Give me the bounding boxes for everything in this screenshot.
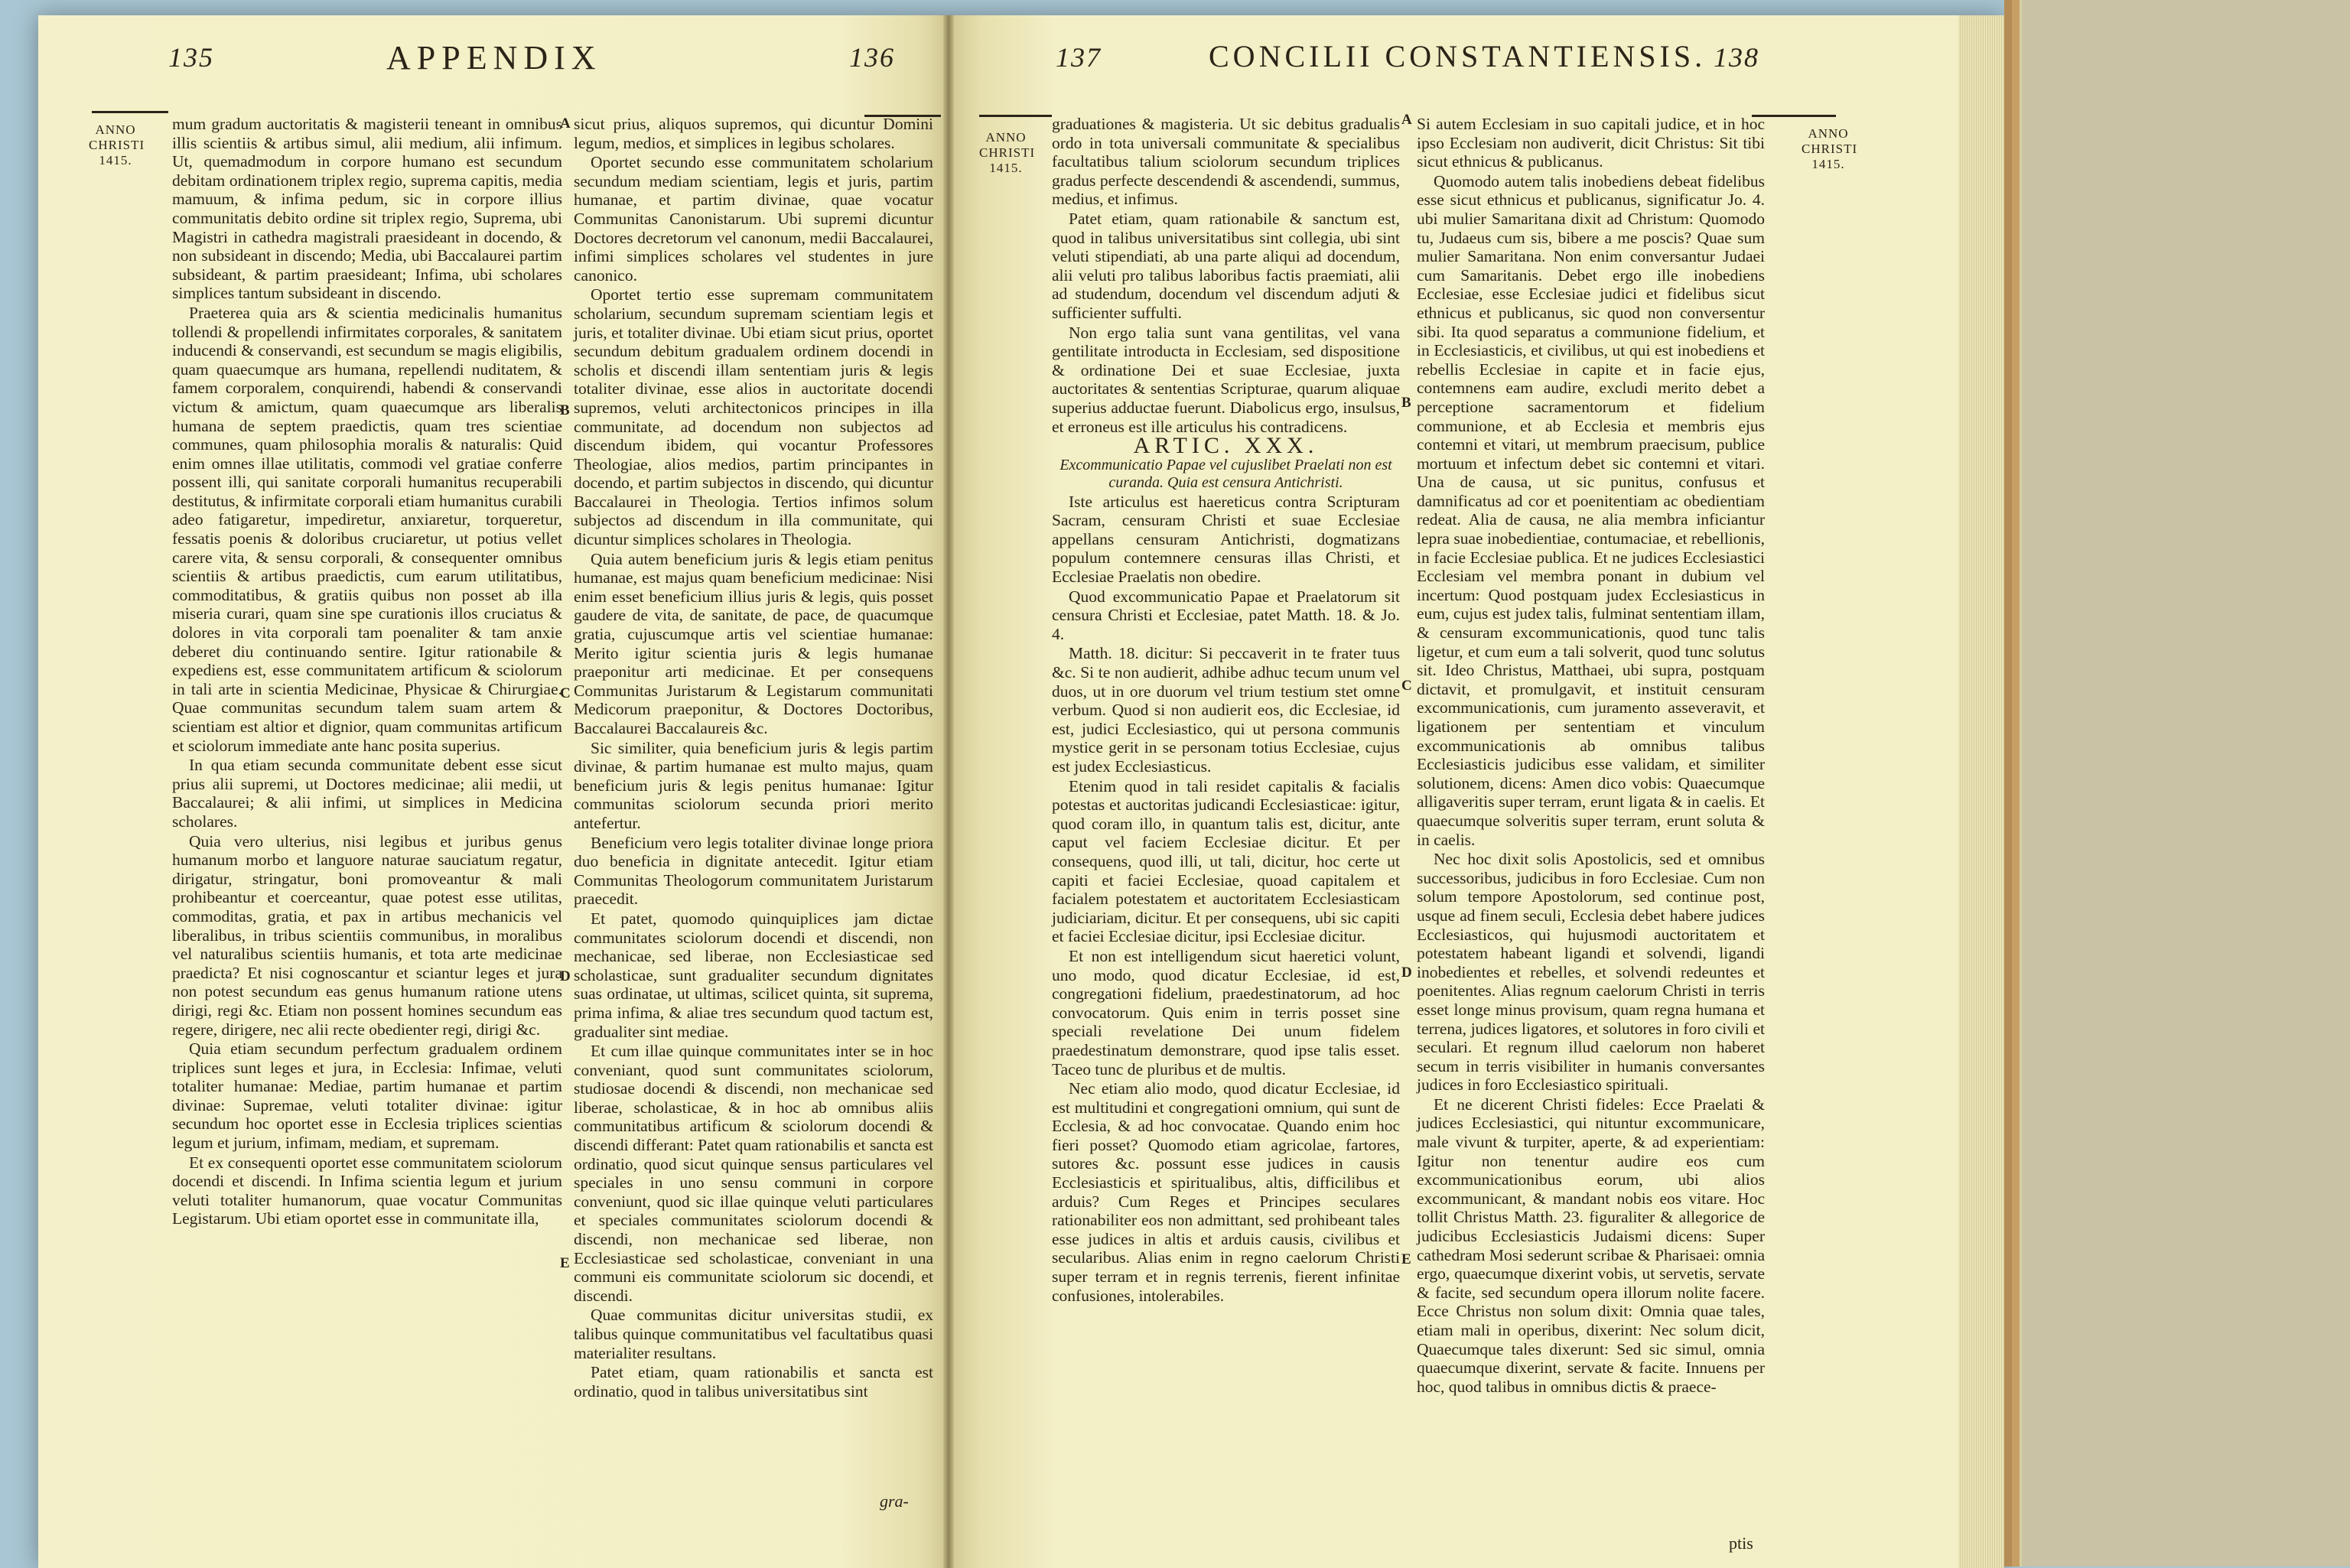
paragraph: Beneficium vero legis totaliter divinae longe priora duo beneficia in dignitate antecedit. Igitur etiam Communitas Theologorum communitatem Juristarum praecedit.: [574, 833, 933, 909]
paragraph: Non ergo talia sunt vana gentilitas, vel vana gentilitate introducta in Ecclesiam, sed dispositione & ordinatione Dei et suae Ecclesiae, juxta auctoritates & sententias Scripturae, quarum aliquae superius adductae fuerunt. Diabolicus ergo, insulsus, et erroneus est ille articulus his contradicens.: [1052, 323, 1400, 436]
margin-note-anno-christi: ANNO CHRISTI 1415.: [89, 122, 145, 168]
article-title: ARTIC. XXX.: [1133, 433, 1319, 459]
paragraph: Praeterea quia ars & scientia medicinalis humanitus tollendi & propellendi infirmitates corporales, & sanitatem inducendi & conservandi, est secundum se magis eligibilis, quam quaecumque ars humana, repellendi nuditatem, & famem corporalem, conquirendi, habendi & conservandi victum & amictum, quam quaecumque ars liberalis humana de septem praedictis, quam tres scientiae communes, quam philosophia moralis & naturalis: Quid enim omnes illae utilitatis, commodi vel gratiae conferre possent illi, qui sanitate corporali humanitus recuperabili destitutus, & infirmitate corporali etiam humanitus curabili adeo fatigaretur, impediretur, anxiaretur, torqueretur, fessatis poenis & doloribus cruciaretur, ut potius vellet carere vita, & sensu corporali, & consequenter omnibus scientiis & artibus praedictis, cum earum utilitatibus, commoditatibus, & gratiis quibus non posset ab illa miseria curari, quam sine spe curationis illos cruciatus & dolores in vita corporali tam poenaliter & tam anxie deberet diu continuando sentire. Igitur rationabile & expediens est, esse communitatem artificum & sciolorum in tali arte in scientia Medicinae, Physicae & Chirurgiae. Quae communitas secundum talem suam artem & scientiam est altior et dignior, quam communitas artificum et sciolorum immediate ante hanc posita superius.: [172, 303, 562, 755]
paragraph: Et non est intelligendum sicut haeretici volunt, uno modo, quod dicatur Ecclesiae, id est, congregationi fidelium, praedestinatorum, ad hoc convocatorum. Quis enim in terris posset sine speciali revelatione Dei unum fidelem praedestinatum demonstrare, quod ipse talis esset. Taceo tunc de pluribus et de multis.: [1052, 946, 1400, 1078]
paragraph: Nec hoc dixit solis Apostolicis, sed et omnibus successoribus, judicibus in foro Ecclesiae. Cum non solum tempore Apostolorum, sed continue post, usque ad finem seculi, Ecclesia debet habere judices Ecclesiasticos, qui hujusmodi auctoritatem et potestatem habeant ligandi et solvendi, ligandi inobedientes et rebelles, et solvendi redeuntes et poenitentes. Alias regnum caelorum Christi in terris esset longe minus provisum, quam regna humana et terrena, judices ligatores, et solutores in foro civili et seculari. Et regnum illud caelorum non haberet secum in terris visibiliter in humanis conversantes judices in foro Ecclesiastico spirituali.: [1417, 850, 1765, 1095]
paragraph: Sic similiter, quia beneficium juris & legis partim divinae, & partim humanae est multo majus, quam beneficium juris & legis penitus humanae: Igitur communitas sciolorum secunda priori merito antefertur.: [574, 738, 933, 832]
paragraph: Etenim quod in tali residet capitalis & facialis potestas et auctoritas judicandi Ecclesiasticae: igitur, quod coram illo, in quantum talis est, dicitur, ante caput vel faciem Ecclesiae dicitur. Et per consequens, quod illi, ut tali, dicitur, hoc certe ut capiti et faciei Ecclesiae, quoad capitalem et facialem potestatem et auctoritatem Ecclesiasticam judiciariam, dicitur. Et per consequens, ubi sic capiti et faciei Ecclesiae dicitur, ipsi Ecclesiae dicitur.: [1052, 776, 1400, 946]
left-page-column-2: [574, 115, 933, 1401]
paragraph: mum gradum auctoritatis & magisterii teneant in omnibus illis scientiis & artibus simul, alii medium, alii infimum. Ut, quemadmodum in corpore humano est secundum debitam ordinationem triplex regio, suprema capitis, media mamuum, & infima pedum, sic in corpore illius communitatis debito ordine sit triplex regio, Suprema, ubi Magistri in cathedra magistrali praesideant in docendo, & non subsideant in discendo; Media, ubi Baccalaurei partim subsideant, & partim praesideant; Infima, ubi scholares simplices tantum subsideant in discendo.: [172, 115, 562, 303]
paragraph: Quia autem beneficium juris & legis etiam penitus humanae, est majus quam beneficium medicinae: Nisi enim esset beneficium illius juris & legis, quis posset gaudere de vita, de sanitate, de pace, de quacumque gratia, cujuscumque artis vel scientiae humanae: Merito igitur scientia juris & legis humanae praeponitur arti medicinae. Et per consequens Communitas Juristarum & Legistarum communitati Medicorum praeponitur, & Doctores Doctoribus, Baccalaurei Baccalaureis &c.: [574, 549, 933, 737]
book-gutter: [943, 15, 954, 1568]
paragraph: Quia etiam secundum perfectum gradualem ordinem triplices sunt leges et jura, in Ecclesia: Infimae, veluti totaliter humanae: Mediae, partim humanae et partim divinae: Supremae, veluti totaliter divinae: igitur secundum hoc oportet esse in Ecclesia triplices scientias legum et jurium, infimam, mediam, et supremam.: [172, 1039, 562, 1153]
paragraph: graduationes & magisteria. Ut sic debitus gradualis ordo in tota universali communitate & specialibus facultatibus talium sciolorum secundum triplices gradus perfecte descendendi & ascendendi, summus, medius, et infimus.: [1052, 115, 1400, 209]
paragraph: sicut prius, aliquos supremos, qui dicuntur Domini legum, medios, et simplices in legibus scholares.: [574, 115, 933, 152]
paragraph: Nec etiam alio modo, quod dicatur Ecclesiae, id est multitudini et congregationi omnium, qui sunt de Ecclesia, & ad hoc convocatae. Quando enim hoc fieri posset? Quomodo etiam agricolae, fartores, sutores &c. possunt esse judices in causis Ecclesiasticis et spiritualibus, altis, difficilibus et arduis? Cum Reges et Principes seculares rationabiliter eos non admittant, sed prohibeant tales esse judices in altis et arduis causis, civilibus et secularibus. Alias enim in regno caelorum Christi super terram et in regnis terrenis, fierent infinitae confusiones, intolerabiles.: [1052, 1079, 1400, 1305]
margin-note-anno-christi-left: ANNO CHRISTI 1415.: [979, 130, 1036, 175]
book-spread: [38, 15, 2004, 1568]
paragraph: Et patet, quomodo quinquiplices jam dictae communitates sciolorum docendi et discendi, non mechanicae, sed liberae, non Ecclesiasticae sed scholasticae, sunt gradualiter secundum dignitates suas ordinatae, ut ultimas, scilicet quinta, sit suprema, prima infima, & aliae tres secundum quod tactum est, gradualiter sint mediae.: [574, 909, 933, 1041]
paragraph: In qua etiam secunda communitate debent esse sicut prius alii supremi, ut Doctores medicinae; alii medii, ut Baccalaurei; & alii infimi, ut simplices in Medicina scholares.: [172, 756, 562, 831]
paragraph: Et ne dicerent Christi fideles: Ecce Praelati & judices Ecclesiastici, qui nituntur excommunicare, male vivunt & turpiter, aperte, & ad experientiam: Igitur non tenentur audire eos cum excommunicationibus eorum, ubi alios excommunicant, & mandant nobis eos vitare. Hoc tollit Christus Matth. 23. figuraliter & allegorice de judicibus Ecclesiasticis Judaismi dicens: Super cathedram Mosi sederunt scribae & Pharisaei: omnia ergo, quaecumque dixerint vobis, ut servetis, servate & facite, sed secundum opera illorum nolite facere. Ecce Christus non solum dixit: Omnia quae tales, etiam mali in operibus, dixerint: Nec solum dicit, Quaecumque tales dixerunt: Sed sic simul, omnia quaecumque dixerint, servate & facite. Innuens per hoc, quod talibus in omnibus dictis & praece-: [1417, 1095, 1765, 1396]
paragraph: Et ex consequenti oportet esse communitatem sciolorum docendi et discendi. In Infima scientia legum et jurium veluti totaliter humanorum, quae vocatur Communitas Legistarum. Ubi etiam oportet esse in communitate illa,: [172, 1153, 562, 1228]
running-head-concilii: CONCILII CONSTANTIENSIS.: [1209, 39, 1707, 73]
page-number-137: 137: [1056, 42, 1102, 73]
section-letter-b: B: [560, 402, 570, 418]
right-page-column-1: [1052, 115, 1400, 1306]
article-subtitle: Excommunicatio Papae vel cujuslibet Praelati non est curanda. Quia est censura Antichristi.: [1059, 456, 1392, 491]
paragraph: Oportet secundo esse communitatem scholarium secundum mediam scientiam, legis et juris, partim humanae, et partim divinae, quae vocatur Communitas Canonistarum. Ubi supremi dicuntur Doctores decretorum vel canonum, medii Baccalaurei, infimi simplices scholares vel studentes in jure canonico.: [574, 153, 933, 285]
left-page-header: [38, 38, 949, 84]
paragraph: Et cum illae quinque communitates inter se in hoc conveniant, quod sunt communitates sciolorum, studiosae docendi & discendi, non mechanicae sed liberae, scholasticae, & in hoc ab omnibus aliis communitatibus artificum & sciolorum docendi & discendi differant: Patet quam rationabilis et sancta est ordinatio, quod sicut quinque sensus particulares vel speciales in uno sensu communi in corpore conveniunt, quod sic illae quinque veluti particulares et speciales communitates sciolorum docendi & discendi, non mechanicae sed liberae, non Ecclesiasticae sed scholasticae, conveniant in una communi eis communitate sciolorum sic docendi, et discendi.: [574, 1042, 933, 1305]
paragraph: Si autem Ecclesiam in suo capitali judice, et in hoc ipso Ecclesiam non audiverit, dicit Christus: Sit tibi sicut ethnicus & publicanus.: [1417, 115, 1765, 171]
left-margin-rule: [92, 111, 168, 113]
page-number-138: 138: [1714, 42, 1759, 73]
section-letter-d: D: [1401, 965, 1412, 981]
paragraph: Patet etiam, quam rationabilis et sancta est ordinatio, quod in talibus universitatibus sint: [574, 1363, 933, 1400]
right-page-column-2: [1417, 115, 1765, 1397]
paragraph: Quod excommunicatio Papae et Praelatorum sit censura Christi et Ecclesiae, patet Matth. 18. & Jo. 4.: [1052, 587, 1400, 643]
right-page: [949, 15, 2004, 1568]
paragraph: Iste articulus est haereticus contra Scripturam Sacram, censuram Christi et suae Ecclesiae appellans censuram Antichristi, dogmatizans populum contemnere censuras illas Christi, et Ecclesiae Praelatis non obedire.: [1052, 492, 1400, 587]
catchword: ptis: [1729, 1534, 1753, 1553]
page-number-135: 135: [168, 42, 214, 73]
book-cover-edge: [2004, 0, 2350, 1566]
section-letter-a: A: [1401, 112, 1412, 128]
left-margin-rule: [979, 115, 1052, 117]
page-edges: [1958, 15, 2004, 1568]
paragraph: Patet etiam, quam rationabile & sanctum est, quod in talibus universitatibus sint collegia, ubi sint veluti stipendiati, ab una parte aliqui ad docendum, alii veluti pro talibus laboribus factis praemiati, alii ad studendum, docendum vel discendum adjuti & sufficienter suffulti.: [1052, 209, 1400, 322]
left-page: [38, 15, 949, 1568]
right-page-header: [949, 38, 2004, 84]
paragraph: Oportet tertio esse supremam communitatem scholarium, secundum supremam scientiam legis et juris, et totaliter divinae. Ubi etiam sicut prius, oportet secundum debitum gradualem ordinem docendi in scholis et discendi illam sententiam juris & legis totaliter divinae, esse alios in auctoritate docendi supremos, veluti architectonicos principes in illa communitate, ad docendum non subjectos ad discendum ibidem, qui vocantur Professores Theologiae, alios medios, partim principantes in docendo, et partim subjectos in discendo, qui dicuntur Baccalaurei in Theologia. Tertios infimos solum subjectos ad discendum in illa communitate, qui dicuntur simplices scholares in Theologia.: [574, 285, 933, 549]
paragraph: Quae communitas dicitur universitas studii, ex talibus quinque communitatibus vel facultatibus quasi materialiter resultans.: [574, 1306, 933, 1362]
left-page-column-1: [172, 115, 562, 1229]
paragraph: Quomodo autem talis inobediens debeat fidelibus esse sicut ethnicus et publicanus, significatur Jo. 4. ubi mulier Samaritana dixit ad Christum: Quomodo tu, Judaeus cum sis, bibere a me poscis? Quae sum mulier Samaritana. Non enim conversantur Judaei cum Samaritanis. Debet ergo ille inobediens Ecclesiae, esse Ecclesiae judici et fidelibus sicut ethnicus et publicanus, sic quod non conversentur sibi. Ita quod separatus a communione fidelium, et in Ecclesiasticis, et civilibus, ut qui est inobediens et rebellis Ecclesiae in capite et in facie ejus, contemnens eam audire, excludi merito debet a perceptione sacramentorum et fidelium communione, et ab Ecclesia et membris ejus contemni et vitari, ut membrum praecisum, publice mortuum et infectum debet sic contemni et vitari. Una de causa, ut sic punitus, confusus et damnificatus ad cor et poenitentiam ac obedientiam redeat. Alia de causa, ne alia membra inficiantur lepra suae inobedientiae, contumaciae, et rebellionis, in facie Ecclesiae publica. Et ne judices Ecclesiastici Ecclesiam vel membra ponant in dubium vel incertum: Quod postquam judex Ecclesiasticus in eum, cujus est judex talis, fulminat sententiam illam, & censuram excommunicationis, quod tunc talis ligetur, et cum eum a tali solverit, quod tunc solutus sit. Ideo Christus, Matthaei, ubi supra, postquam dictavit, et promulgavit, et instituit censuram excommunicationis, cum juramento asseveravit, et ligationem per sententiam et vinculum excommunicationis ab omnibus talibus Ecclesiasticis judicibus esse validam, et similiter solutionem, dicens: Amen dico vobis: Quaecumque alligaveritis super terram, erunt ligata & in caelis. Et quaecumque solveritis super terram, erunt soluta & in caelis.: [1417, 171, 1765, 849]
section-letter-a: A: [560, 115, 571, 132]
paragraph: Quia vero ulterius, nisi legibus et juribus genus humanum morbo et languore naturae sauciatum regatur, dirigatur, stringatur, boni promoveantur & mali prohibeantur et coerceantur, quae potest esse utilitas, commoditas, gratia, et pax in artibus mechanicis vel liberalibus, in tribus scientiis communibus, in moralibus vel naturalibus scientiis humanis, et tota arte medicinae praedicta? Et nisi cognoscantur et sciantur leges et jura non potest secundum eas genus humanum ratione utens dirigi, regi &c. Etiam non possent homines secundum eas regere, dirigere, nec alii recte obedienter regi, dirigi &c.: [172, 831, 562, 1039]
margin-note-anno-christi-right: ANNO CHRISTI 1415.: [1802, 126, 1858, 171]
catchword: gra-: [880, 1492, 909, 1511]
section-letter-b: B: [1401, 395, 1411, 411]
running-head-appendix: APPENDIX: [386, 39, 602, 76]
section-letter-c: C: [560, 685, 571, 701]
section-letter-d: D: [560, 968, 571, 984]
page-number-136: 136: [849, 42, 895, 73]
paragraph: Matth. 18. dicitur: Si peccaverit in te frater tuus &c. Si te non audierit, adhibe adhuc tecum unum vel duos, ut in ore duorum vel trium testium stet omne verbum. Quod si non audierit eos, dic Ecclesiae, id est, judici Ecclesiastico, qui ut persona communis mystice gerit in se personam totius Ecclesiae, cujus est judex Ecclesiasticus.: [1052, 644, 1400, 776]
section-letter-e: E: [560, 1255, 570, 1271]
section-letter-c: C: [1401, 678, 1412, 694]
section-letter-e: E: [1401, 1251, 1411, 1267]
